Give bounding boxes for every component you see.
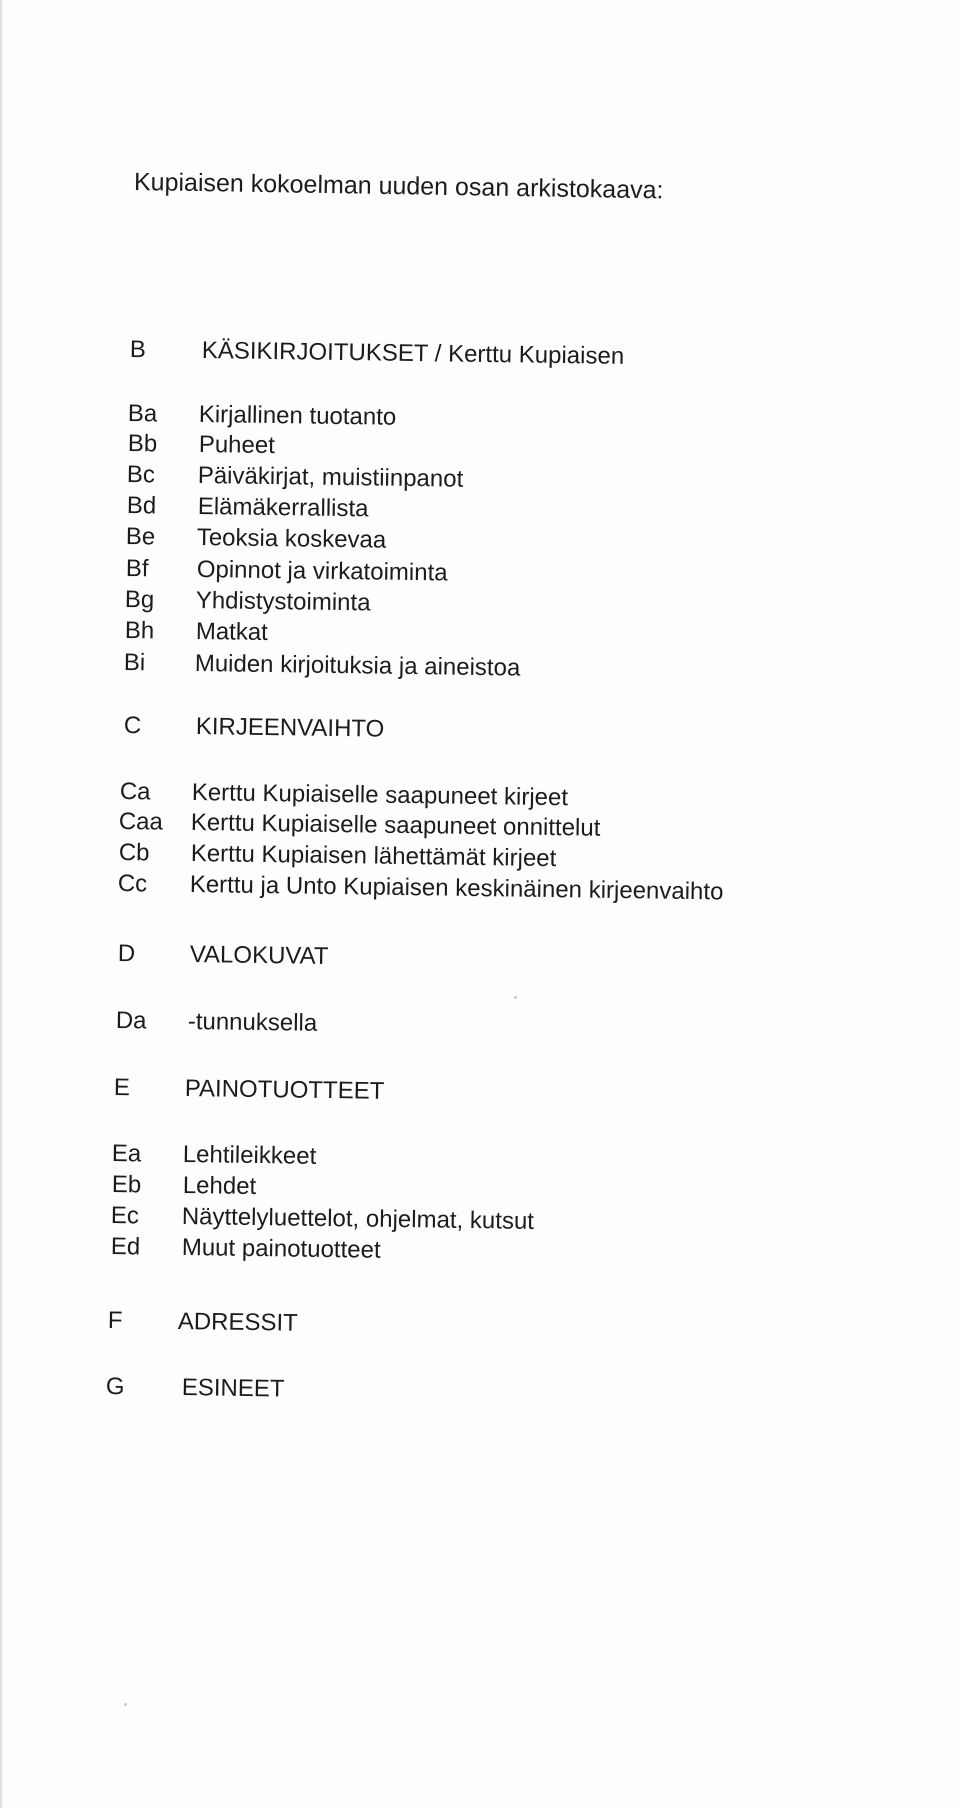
item-code: Ba — [127, 400, 158, 428]
item-code: Bd — [126, 492, 157, 520]
item-label: Yhdistystoiminta — [195, 586, 371, 617]
item-label: Kerttu ja Unto Kupiaisen keskinäinen kirjeenvaihto — [189, 871, 724, 906]
item-code: Be — [125, 523, 156, 551]
item-label: Teoksia koskevaa — [196, 523, 387, 554]
item-code: Bg — [124, 586, 155, 614]
scan-speck — [124, 1703, 127, 1706]
section-code: B — [129, 336, 147, 364]
item-code: Caa — [118, 808, 164, 836]
item-label: Lehtileikkeet — [182, 1140, 317, 1170]
section-code: G — [105, 1373, 125, 1401]
section-label: KÄSIKIRJOITUKSET / Kerttu Kupiaisen — [201, 337, 625, 370]
section-code: D — [117, 940, 136, 968]
section-code: C — [123, 712, 142, 740]
item-label: Opinnot ja virkatoiminta — [196, 555, 448, 587]
item-label: Näyttelyluettelot, ohjelmat, kutsut — [181, 1202, 535, 1235]
item-label: Päiväkirjat, muistiinpanot — [197, 461, 464, 493]
item-label: -tunnuksella — [187, 1008, 318, 1037]
section-label: VALOKUVAT — [189, 941, 329, 970]
item-code: Bh — [124, 617, 155, 645]
section-code: F — [107, 1307, 123, 1335]
item-label: Kerttu Kupiaiselle saapuneet onnittelut — [190, 809, 601, 842]
item-label: Kerttu Kupiaiselle saapuneet kirjeet — [191, 779, 569, 812]
item-code: Cb — [118, 839, 150, 867]
item-label: Kirjallinen tuotanto — [198, 400, 397, 431]
item-code: Eb — [111, 1171, 142, 1199]
item-code: Bi — [123, 649, 146, 677]
section-code: E — [113, 1074, 131, 1102]
item-code: Ea — [111, 1140, 142, 1168]
section-label: PAINOTUOTTEET — [184, 1074, 385, 1105]
section-label: ADRESSIT — [177, 1307, 299, 1337]
item-code: Ca — [119, 778, 151, 806]
item-label: Muiden kirjoituksia ja aineistoa — [194, 649, 521, 682]
section-label: KIRJEENVAIHTO — [195, 713, 385, 743]
document-title: Kupiaisen kokoelman uuden osan arkistokaava: — [133, 168, 664, 205]
item-code: Bc — [126, 461, 156, 489]
item-label: Muut painotuotteet — [181, 1233, 381, 1264]
item-code: Ec — [110, 1202, 140, 1230]
item-code: Ed — [110, 1233, 141, 1261]
item-code: Da — [115, 1007, 147, 1035]
item-label: Puheet — [198, 430, 276, 460]
item-code: Bb — [127, 430, 158, 458]
item-code: Bf — [125, 555, 149, 583]
item-label: Kerttu Kupiaisen lähettämät kirjeet — [190, 840, 557, 873]
section-label: ESINEET — [181, 1374, 285, 1403]
item-label: Lehdet — [182, 1171, 257, 1201]
scan-speck — [514, 996, 517, 999]
item-label: Matkat — [195, 617, 269, 646]
item-code: Cc — [117, 870, 148, 898]
page-edge-shadow — [0, 0, 3, 1808]
item-label: Elämäkerrallista — [197, 492, 369, 523]
